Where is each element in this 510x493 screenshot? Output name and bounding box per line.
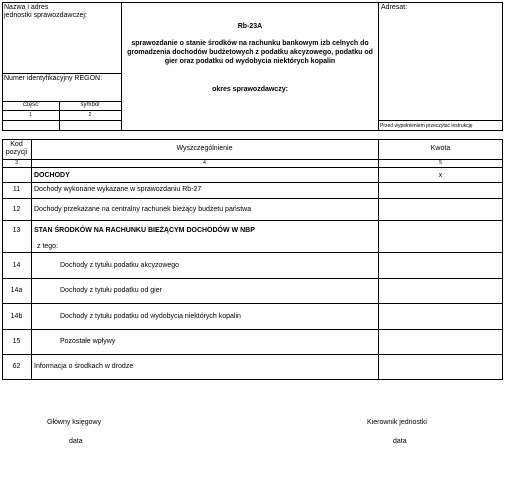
row-line bbox=[2, 278, 503, 279]
col-code-header: Kod pozycji bbox=[5, 141, 28, 156]
table-divider-code bbox=[31, 139, 32, 380]
col-num-code: 3 bbox=[15, 160, 18, 166]
row-line bbox=[2, 198, 503, 199]
col-num-amount: 5 bbox=[439, 160, 442, 166]
unit-head-date-label: data bbox=[393, 438, 407, 445]
form-code: Rb-23A bbox=[237, 23, 263, 30]
col-desc-header: Wyszczególnienie bbox=[176, 145, 233, 152]
symbol-label: symbol bbox=[80, 102, 100, 108]
row-line bbox=[2, 182, 503, 183]
row-desc: Dochody z tytułu podatku od wydobycia niektórych kopalin bbox=[60, 313, 241, 320]
form-title: sprawozdanie o stanie środków na rachunku bankowym izb celnych do gromadzenia dochodów budżetowych z podatku akcyzowego, podatku od gier oraz podatku od wydobycia niektórych kopalin bbox=[127, 40, 373, 65]
chief-accountant-label: Główny księgowy bbox=[47, 419, 102, 426]
row-code: 13 bbox=[12, 227, 21, 234]
regon-label: Numer identyfikacyjny REGON: bbox=[4, 75, 103, 82]
instruction-divider bbox=[378, 120, 503, 121]
row-code: 15 bbox=[12, 338, 21, 345]
row-line bbox=[2, 252, 503, 253]
row-code: 14a bbox=[10, 287, 23, 294]
part-divider-bottom bbox=[2, 120, 121, 121]
header-divider-right bbox=[378, 2, 379, 131]
symbol-number: 2 bbox=[88, 112, 92, 118]
col-amount-header: Kwota bbox=[430, 145, 451, 152]
row-line bbox=[2, 329, 503, 330]
row-desc: DOCHODY bbox=[34, 172, 70, 179]
regon-divider bbox=[2, 73, 121, 74]
row-code: 12 bbox=[12, 206, 21, 213]
chief-accountant-date-label: data bbox=[69, 438, 83, 445]
unit-head-label: Kierownik jednostki bbox=[367, 419, 427, 426]
row-desc: Dochody wykonane wykazane w sprawozdaniu Rb-27 bbox=[34, 186, 202, 193]
part-label: część bbox=[22, 102, 39, 108]
row-desc: STAN ŚRODKÓW NA RACHUNKU BIEŻĄCYM DOCHODÓW W NBP bbox=[34, 227, 255, 234]
row-desc: Informacja o środkach w drodze bbox=[34, 363, 134, 370]
col-num-desc: 4 bbox=[203, 160, 206, 166]
row-amount: x bbox=[438, 172, 443, 179]
row-desc: Pozostałe wpływy bbox=[60, 338, 116, 345]
row-line bbox=[2, 220, 503, 221]
instruction-note: Przed wypełnieniem przeczytać instrukcję bbox=[380, 123, 473, 129]
row-code: 62 bbox=[12, 363, 21, 370]
part-number: 1 bbox=[29, 112, 32, 118]
row-code: 14 bbox=[12, 262, 21, 269]
row-line bbox=[2, 354, 503, 355]
row-line bbox=[2, 303, 503, 304]
row-desc: z tego: bbox=[37, 243, 59, 250]
row-desc: Dochody z tytułu podatku od gier bbox=[60, 287, 162, 294]
header-divider-left bbox=[121, 2, 122, 131]
addressee-label: Adresat: bbox=[381, 4, 408, 11]
part-divider-mid bbox=[2, 110, 121, 111]
row-desc: Dochody z tytułu podatku akcyzowego bbox=[60, 262, 180, 269]
row-desc: Dochody przekazane na centralny rachunek bieżący budżetu państwa bbox=[34, 206, 252, 213]
reporting-period-label: okres sprawozdawczy: bbox=[212, 86, 288, 93]
col-num-row-line bbox=[2, 167, 503, 168]
row-code: 14b bbox=[10, 313, 23, 320]
row-code: 11 bbox=[12, 186, 21, 193]
reporting-unit-label: Nazwa i adres jednostki sprawozdawczej: bbox=[4, 4, 87, 19]
